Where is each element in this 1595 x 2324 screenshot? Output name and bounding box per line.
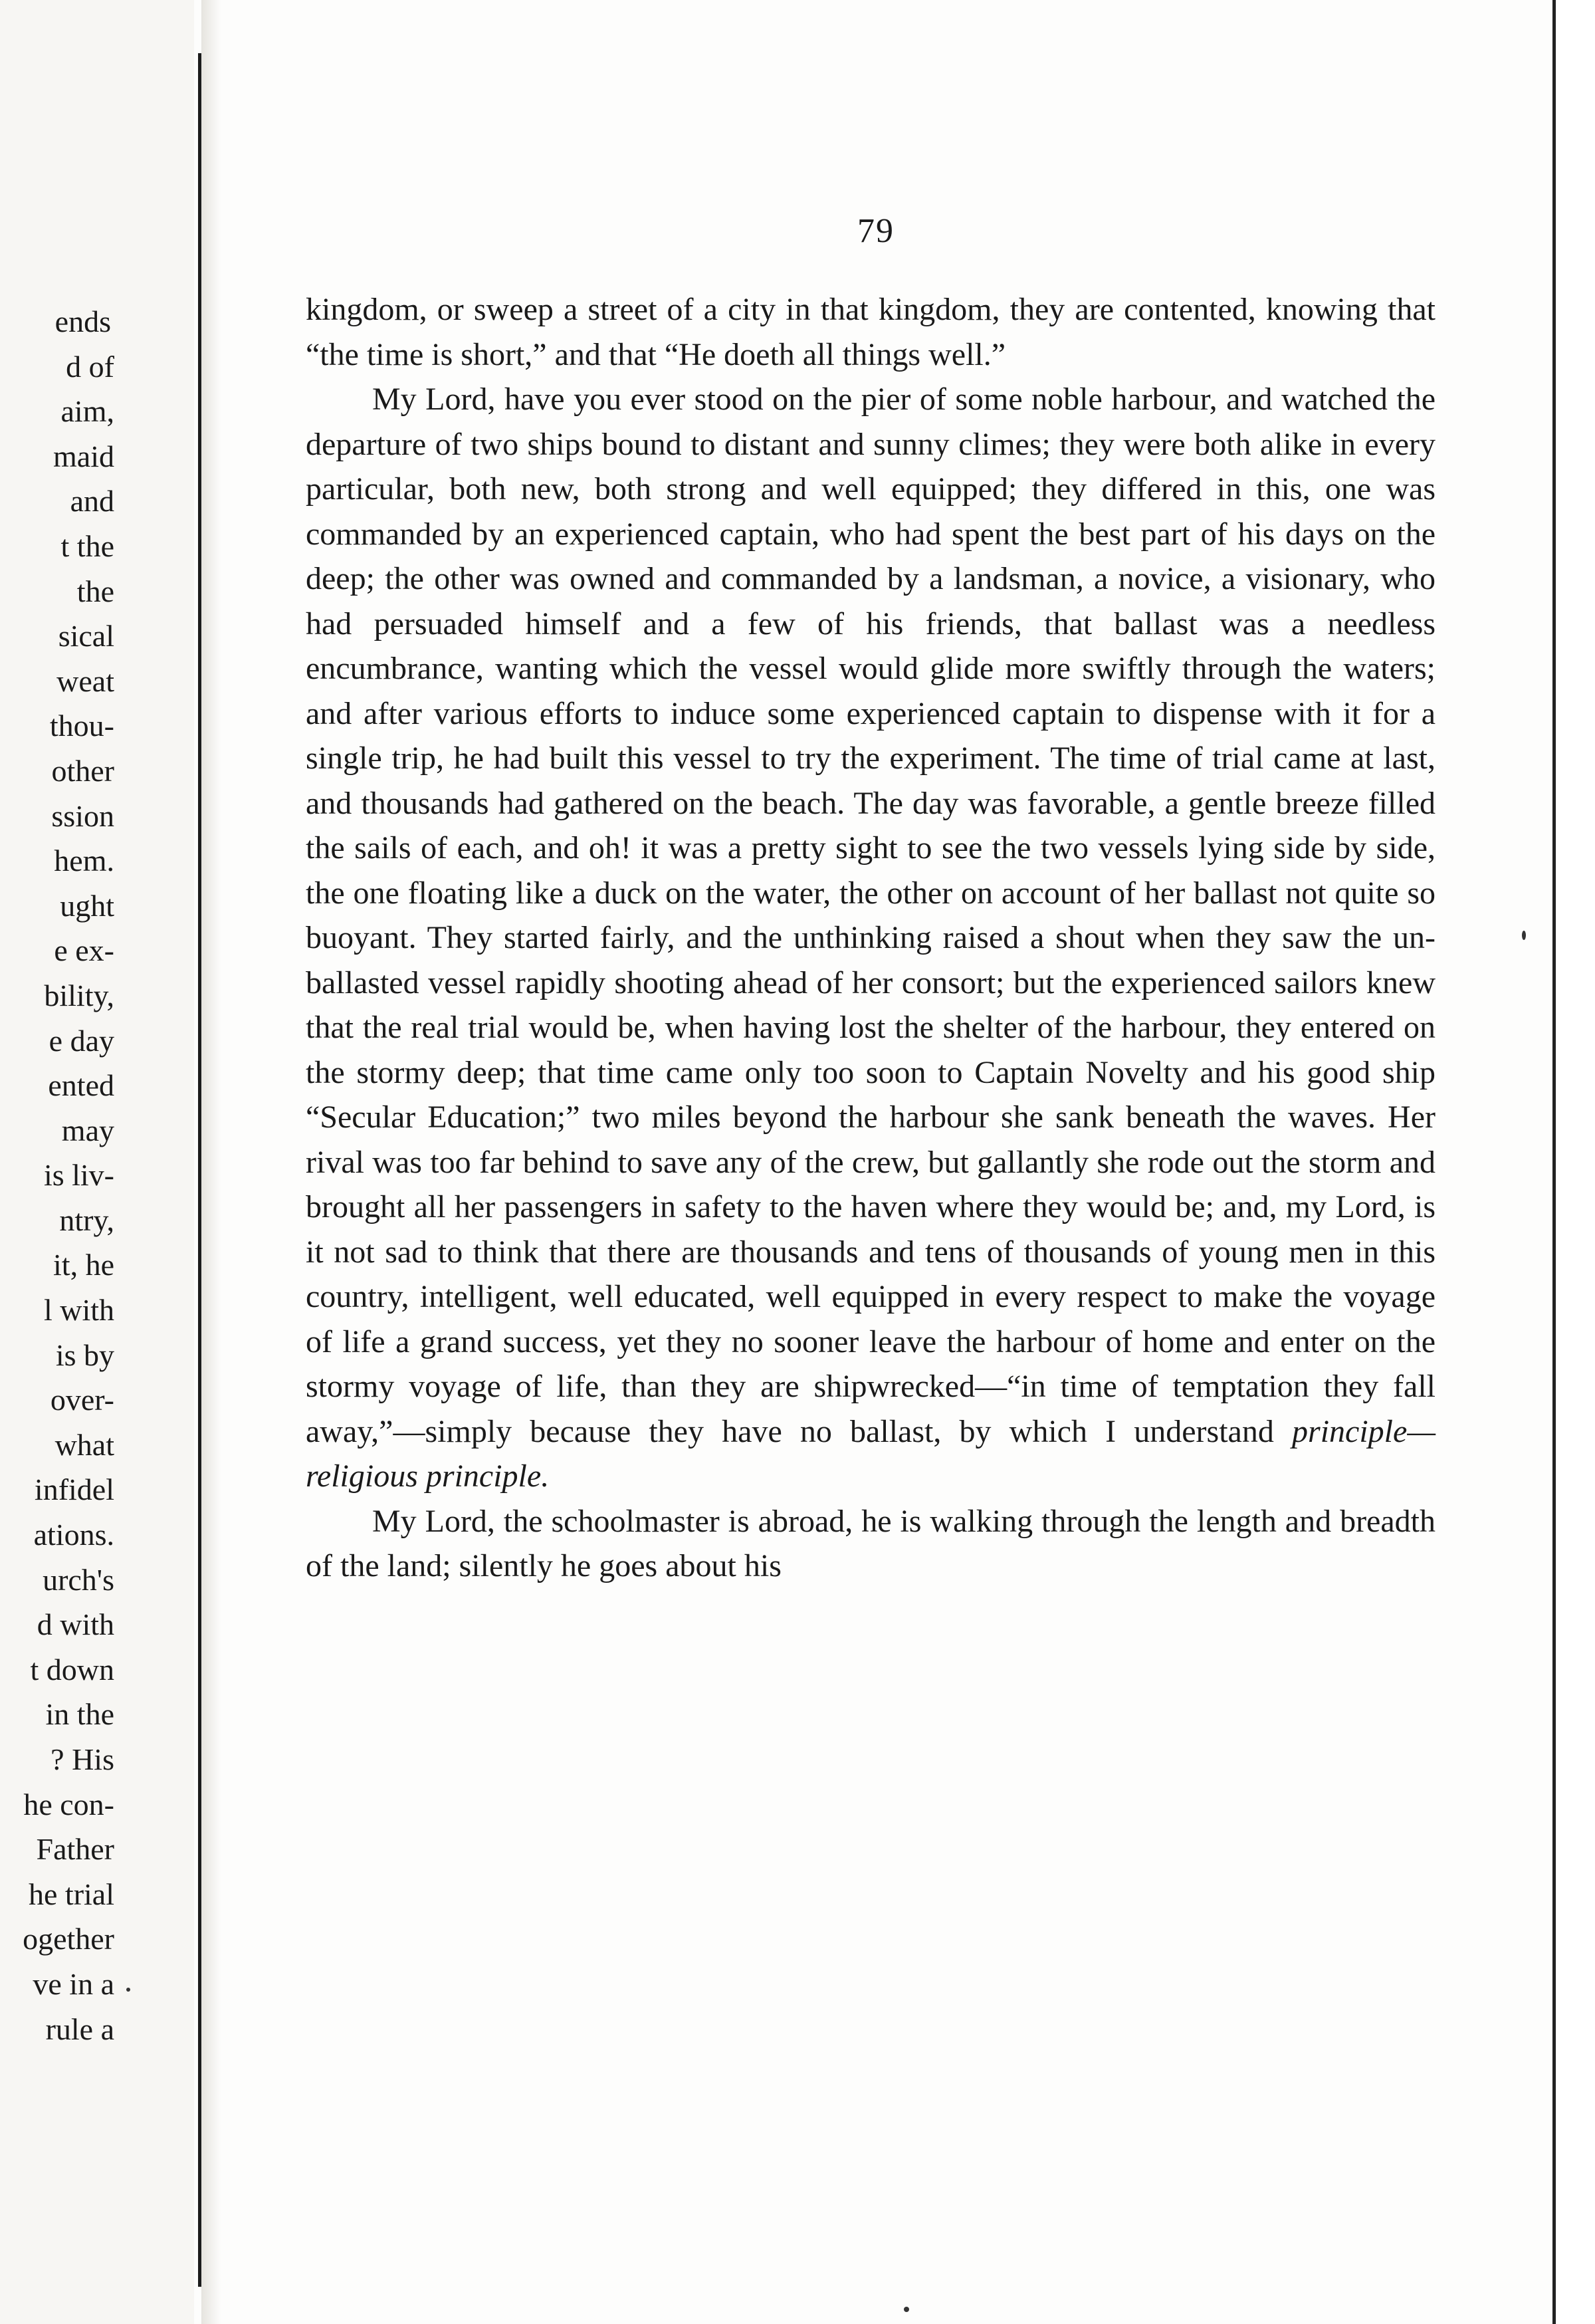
facing-page-line: l with — [43, 1293, 114, 1328]
paragraph-3: My Lord, the schoolmaster is abroad, he is walking through the length and breadth of the land; silently he goes about his — [306, 1503, 1436, 1583]
facing-page-fragment — [0, 0, 194, 2324]
body-text — [306, 287, 1436, 1589]
facing-page-line: may — [61, 1113, 114, 1147]
paragraph-1: kingdom, or sweep a street of a city in that kingdom, they are contented, knowing that “the time is short,” and that “He doeth all things well.” — [306, 292, 1436, 372]
facing-page-line: t the — [60, 528, 114, 563]
facing-page-line: infidel — [34, 1472, 114, 1507]
page-edge — [1552, 0, 1595, 2324]
facing-page-line: ve in a — [33, 1966, 114, 2001]
facing-page-line: e day — [49, 1023, 114, 1058]
facing-page-line: t down — [30, 1652, 114, 1686]
facing-page-line: what — [54, 1427, 114, 1462]
facing-page-line: weat — [56, 663, 114, 698]
facing-page-line: rule a — [45, 2012, 114, 2046]
facing-page-line: it, he — [53, 1248, 114, 1282]
facing-page-line: Father — [36, 1832, 114, 1867]
main-page — [199, 0, 1552, 2324]
paragraph-2-italic: principle—religious principle. — [306, 1413, 1436, 1494]
facing-page-line: in the — [45, 1697, 114, 1732]
facing-page-line: is liv- — [43, 1158, 114, 1193]
facing-page-line: hem. — [54, 844, 114, 878]
facing-page-line: ssion — [51, 798, 114, 833]
facing-page-line: he trial — [29, 1877, 114, 1911]
facing-page-line: he con- — [23, 1787, 114, 1821]
facing-page-line: over- — [50, 1383, 114, 1417]
facing-page-line: ? His — [51, 1742, 114, 1776]
facing-page-line: other — [51, 753, 114, 788]
facing-page-line: and — [70, 484, 114, 519]
facing-page-line: is by — [55, 1337, 114, 1372]
facing-page-line: thou- — [49, 709, 114, 743]
scan-speck — [1522, 931, 1526, 940]
facing-page-line: d with — [37, 1607, 114, 1642]
facing-page-line: ntry, — [59, 1203, 114, 1237]
page-number: 79 — [857, 212, 895, 250]
scan-speck — [904, 2307, 909, 2312]
facing-page-line: ogether — [23, 1922, 114, 1956]
paragraph-2-text: My Lord, have you ever stood on the pier of some noble harbour, and watched the departure of two ships bound to distant and sunny climes; they were both alike in every particular, both new, both strong and well equipped; they differed in this, one was commanded by an experienced captain, who had spent the best part of his days on the deep; the other was owned and commanded by a landsman, a novice, a visionary, who had persuaded himself and a few of his friends, that ballast was a needless encumbrance, wanting which the vessel would glide more swiftly through the waters; and after various efforts to induce some experienced captain to dispense with it for a single trip, he had built this vessel to try the experiment. The time of trial came at last, and thousands had gathered on the beach. The day was favorable, a gentle breeze filled the sails of each, and oh! it was a pretty sight to see the two vessels lying side by side, the one floating like a duck on the water, the other on account of her ballast not quite so buoyant. They started fairly, and the unthinking raised a shout when they saw the un-ballasted vessel rapidly shooting ahead of her consort; but the experienced sailors knew that the real trial would be, when having lost the shelter of the harbour, they entered on the stormy deep; that time came only too soon to Captain Novelty and his good ship “Secular Education;” two miles beyond the harbour she sank beneath the waves. Her rival was too far behind to save any of the crew, but gallantly she rode out the storm and brought all her passengers in safety to the haven where they would be; and, my Lord, is it not sad to think that there are thousands and tens of thousands of young men in this country, intelligent, well educated, well equipped in every respect to make the voyage of life a grand success, yet they no sooner leave the harbour of home and enter on the stormy voyage of life, than they are shipwrecked—“in time of temptation they fall away,”—simply because they have no ballast, by which I understand — [306, 382, 1436, 1449]
scan-speck — [126, 1988, 130, 1992]
paragraph-2 — [306, 377, 1436, 1499]
facing-page-line: bility, — [44, 978, 114, 1012]
facing-page-line: sical — [58, 619, 114, 653]
facing-page-line: ends — [54, 304, 111, 338]
facing-page-line: urch's — [43, 1562, 114, 1597]
facing-page-line: maid — [53, 439, 114, 473]
facing-page-line: aim, — [60, 394, 114, 429]
facing-page-line: ught — [60, 888, 114, 923]
facing-page-line: d of — [66, 349, 114, 384]
facing-page-line: e ex- — [54, 933, 114, 968]
facing-page-line: ations. — [33, 1518, 114, 1552]
facing-page-line: ented — [48, 1068, 114, 1103]
facing-page-line-ends — [0, 299, 194, 2051]
facing-page-line: the — [76, 574, 114, 608]
